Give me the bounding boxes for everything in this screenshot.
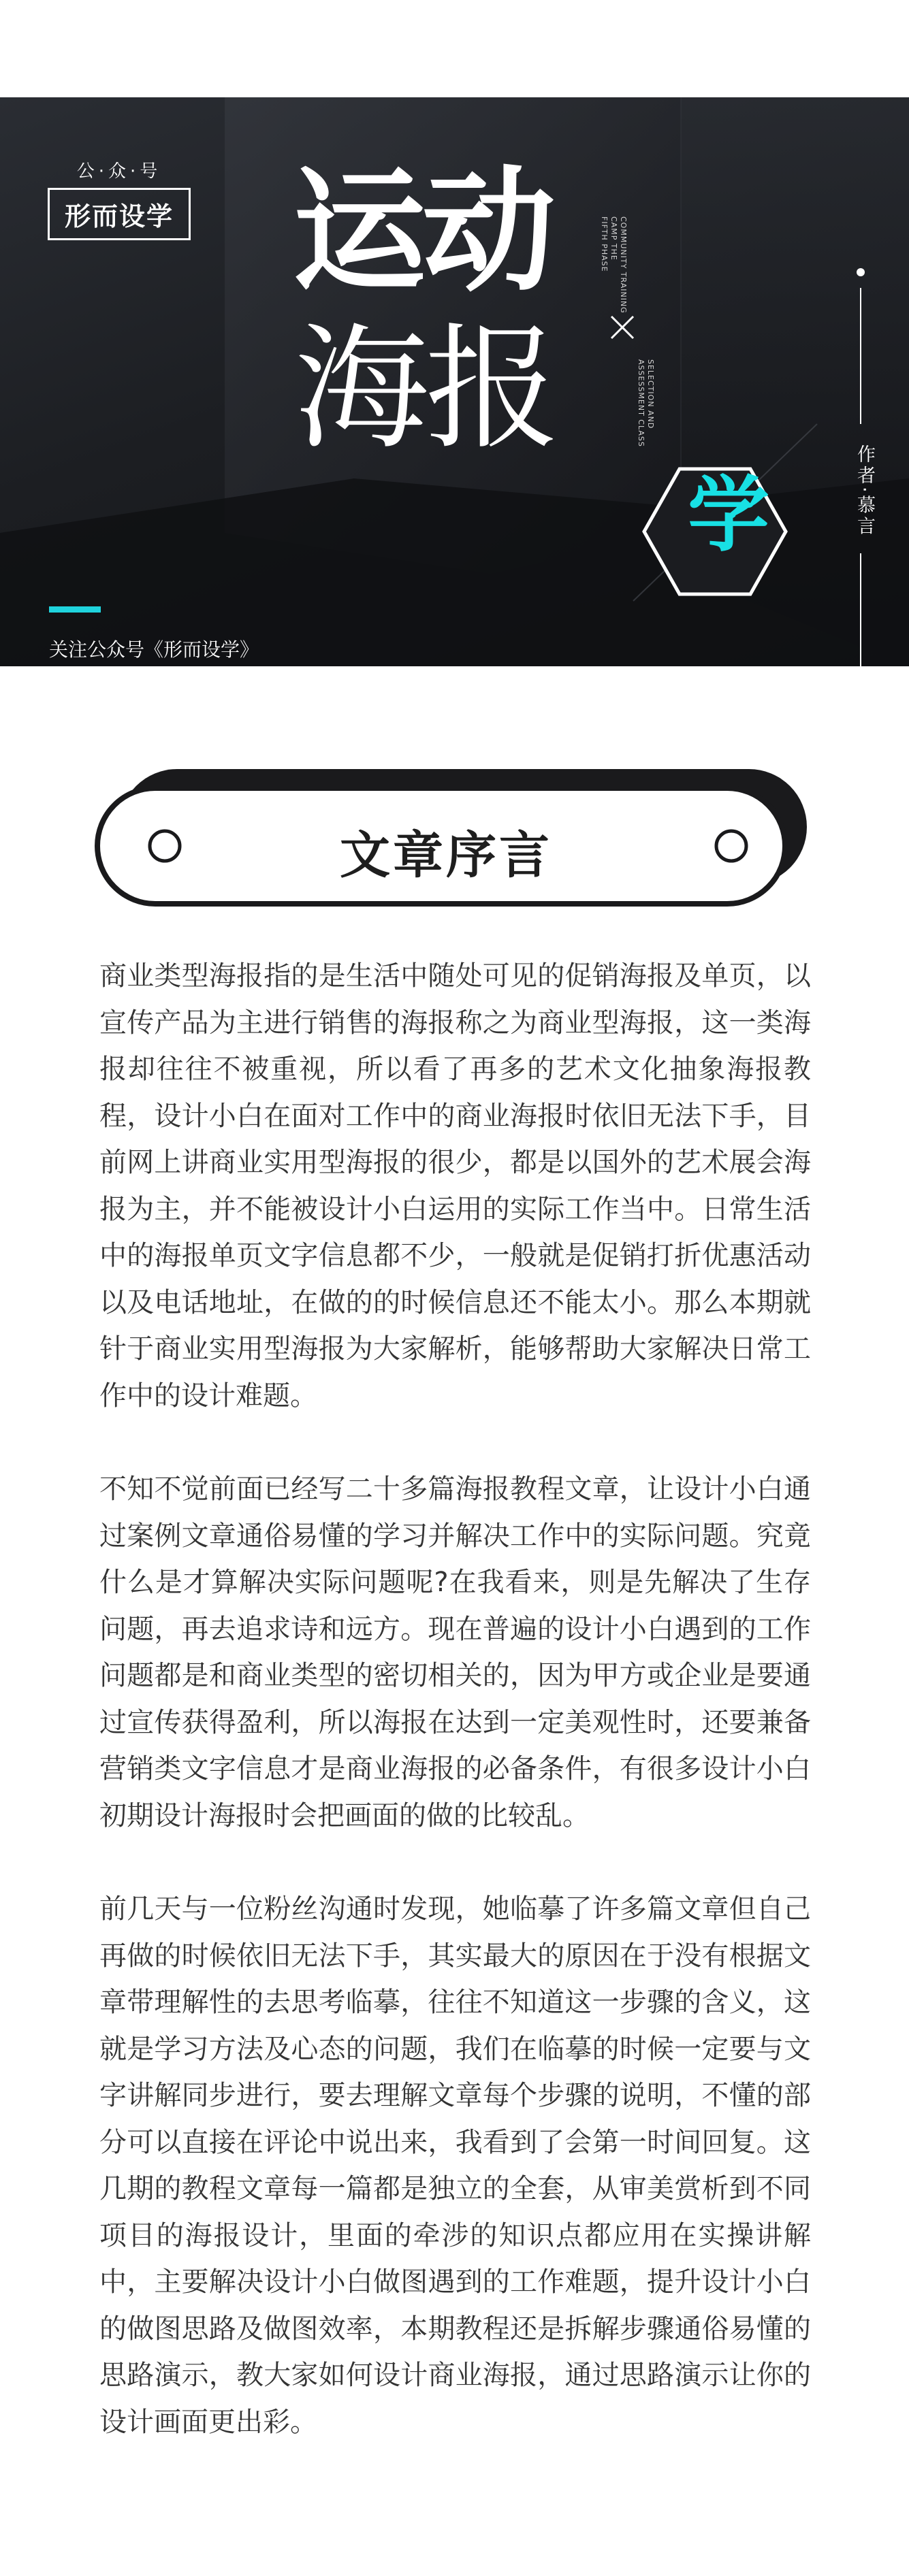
brand-logo xyxy=(48,157,191,240)
author-credit: 作者·慕言 xyxy=(854,444,875,538)
section-heading xyxy=(92,755,814,912)
follow-line-2: 看更多干货文章 xyxy=(49,668,183,691)
follow-line-1: 关注公众号《形而设学》 xyxy=(49,638,259,661)
poster-title-line-2: 海报 xyxy=(294,310,556,468)
cross-icon xyxy=(609,314,636,341)
poster-title-line-1: 运动 xyxy=(293,154,552,310)
badge-character: 学 xyxy=(688,468,769,563)
article-paragraph: 前几天与一位粉丝沟通时发现，她临摹了许多篇文章但自己再做的时候依旧无法下手，其实最大的原因在于没有根据文章带理解性的去思考临摹，往往不知道这一步骤的含义，这就是学习方法及心态的问题，我们在临摹的时候一定要与文字讲解同步进行，要去理解文章每个步骤的说明，不懂的部分可以直接在评论中说出来，我看到了会第一时间回复。这几期的教程文章每一篇都是独立的全套，从审美赏析到不同项目的海报设计，里面的牵涉的知识点都应用在实操讲解中，主要解决设计小白做图遇到的工作难题，提升设计小白的做图思路及做图效率，本期教程还是拆解步骤通俗易懂的思路演示，教大家如何设计商业海报，通过思路演示让你的设计画面更出彩。 xyxy=(99,1893,811,2438)
hero-banner xyxy=(0,97,909,691)
brand-label: 公·众·号 xyxy=(76,161,162,182)
accent-bar xyxy=(49,606,101,613)
english-caption-2: SELECTION AND ASSESSMENT CLASS xyxy=(637,359,655,447)
follow-text xyxy=(49,635,259,695)
article-paragraph: 商业类型海报指的是生活中随处可见的促销海报及单页，以宣传产品为主进行销售的海报称之为商业型海报，这一类海报却往往不被重视，所以看了再多的艺术文化抽象海报教程，设计小白在面对工作中的商业海报时依旧无法下手，目前网上讲商业实用型海报的很少，都是以国外的艺术展会海报为主，并不能被设计小白运用的实际工作当中。日常生活中的海报单页文字信息都不少，一般就是促销打折优惠活动以及电话地址，在做的的时候信息还不能太小。那么本期就针于商业实用型海报为大家解析，能够帮助大家解决日常工作中的设计难题。 xyxy=(99,960,811,1412)
article-paragraph: 不知不觉前面已经写二十多篇海报教程文章，让设计小白通过案例文章通俗易懂的学习并解决工作中的实际问题。究竟什么是才算解决实际问题呢?在我看来，则是先解决了生存问题，再去追求诗和远方。现在普遍的设计小白遇到的工作问题都是和商业类型的密切相关的，因为甲方或企业是要通过宣传获得盈利，所以海报在达到一定美观性时，还要兼备营销类文字信息才是商业海报的必备条件，有很多设计小白初期设计海报时会把画面的做的比较乱。 xyxy=(99,1473,811,1831)
section-title: 文章序言 xyxy=(340,826,552,885)
brand-name: 形而设学 xyxy=(48,188,191,240)
english-caption-1: COMMUNITY TRAINING CAMP THE FIFTH PHASE xyxy=(600,216,628,314)
article-body xyxy=(99,953,811,2492)
